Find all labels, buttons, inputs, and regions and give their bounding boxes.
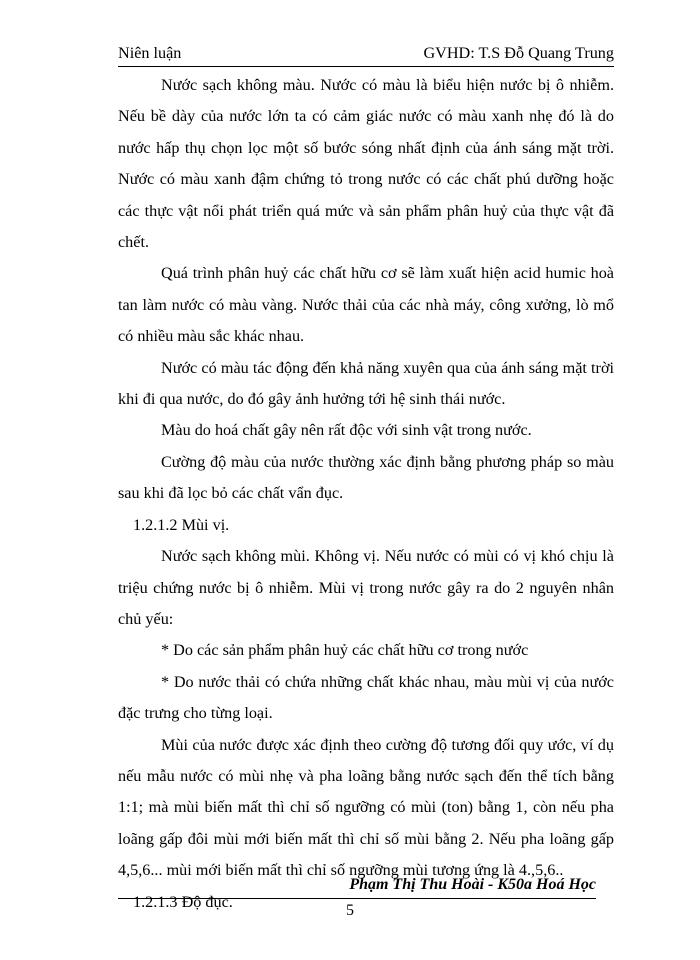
bullet-organic-decomposition: * Do các sản phẩm phân huỷ các chất hữu cơ trong nước [161,641,529,660]
heading-mui-vi: 1.2.1.2 Mùi vị. [133,515,230,534]
bullet-wastewater: * Do nước thải có chứa những chất khác nhau, màu mùi vị của nước đặc trưng cho từng loại. [118,672,614,723]
paragraph-toxic-color: Màu do hoá chất gây nên rất độc với sinh vật trong nước. [161,421,532,440]
page-header [118,44,614,67]
page-number: 5 [346,902,354,919]
header-left-title: Niên luận [118,44,182,62]
heading-do-duc: 1.2.1.3 Độ đục. [133,892,233,911]
paragraph-light-penetration: Nước có màu tác động đến khả năng xuyên qua của ánh sáng mặt trời khi đi qua nước, do đó gây ảnh hưởng tới hệ sinh thái nước. [118,358,614,409]
paragraph-odor-threshold: Mùi của nước được xác định theo cường độ tương đối quy ước, ví dụ nếu mẫu nước có mùi nhẹ và pha loãng bằng nước sạch đến thể tích bằng 1:1; mà mùi biến mất thì chỉ số ngưỡng có mùi (ton) bằng 1, còn nếu pha loãng gấp đôi mùi mới biến mất thì chỉ số mùi bằng 2. Nếu pha loãng gấp 4,5,6... mùi mới biến mất thì chỉ số ngưỡng mùi tương ứng là 4.,5,6.. [118,735,614,880]
footer-divider [118,898,596,899]
document-body [118,70,614,918]
paragraph-color-intro: Nước sạch không màu. Nước có màu là biểu hiện nước bị ô nhiễm. Nếu bề dày của nước lớn ta có cảm giác nước có màu xanh nhẹ đó là do nước hấp thụ chọn lọc một số bước sóng nhất định của ánh sáng mặt trời. Nước có màu xanh đậm chứng tỏ trong nước có các chất phú dưỡng hoặc các thực vật nổi phát triển quá mức và sản phẩm phân huỷ của thực vật đã chết. [118,76,614,252]
paragraph-color-measurement: Cường độ màu của nước thường xác định bằng phương pháp so màu sau khi đã lọc bỏ các chất vẩn đục. [118,452,614,503]
paragraph-odor-intro: Nước sạch không mùi. Không vị. Nếu nước có mùi có vị khó chịu là triệu chứng nước bị ô nhiễm. Mùi vị trong nước gây ra do 2 nguyên nhân chủ yếu: [118,547,614,628]
paragraph-humic-acid: Quá trình phân huỷ các chất hữu cơ sẽ làm xuất hiện acid humic hoà tan làm nước có màu vàng. Nước thải của các nhà máy, công xưởng, lò mổ có nhiều màu sắc khác nhau. [118,264,614,346]
header-right-advisor: GVHD: T.S Đỗ Quang Trung [423,44,614,62]
footer-author: Phạm Thị Thu Hoài - K50a Hoá Học [349,876,596,893]
